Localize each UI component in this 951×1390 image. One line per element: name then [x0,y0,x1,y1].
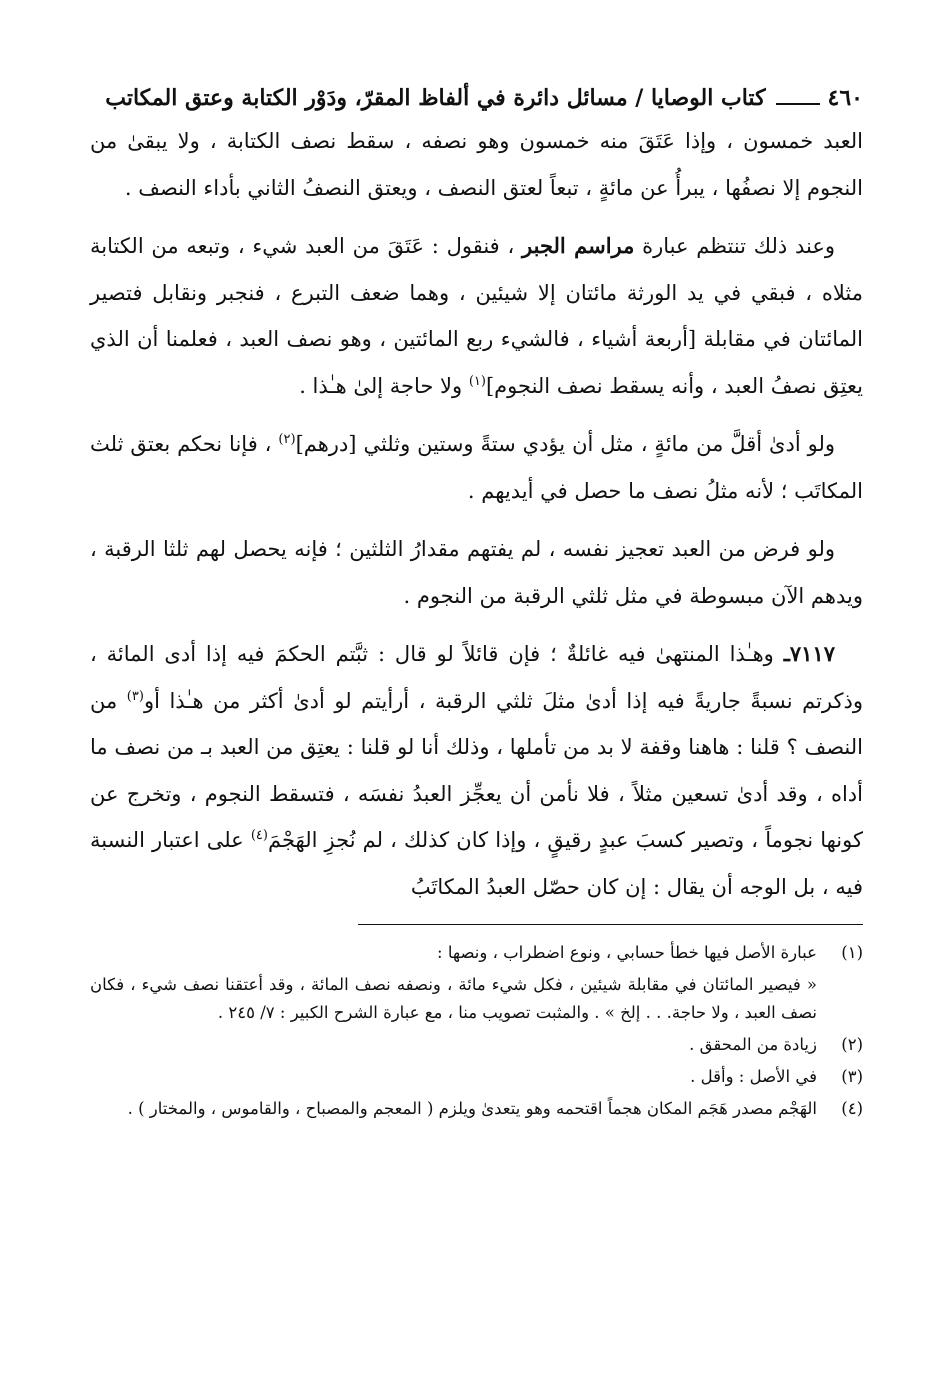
p2-text-b: ، فنقول : عَتَقَ من العبد شيء ، وتبعه من الكتابة مثلاه ، فبقي في يد الورثة مائتان إلا شيئين ، وهما ضعف التبرع ، فنجبر ونقابل فتصير المائتان في مقابلة [أربعة أشياء ، فالشيء ربع المائتين ، وهو نصف العبد ، فعلمنا أن الذي يعتِق نصفُ العبد ، وأنه يسقط نصف النجوم] [90,234,863,398]
footnote-separator [358,924,863,925]
p5-text-c: على اعتبار النسبة فيه ، بل الوجه أن يقال : إن كان حصّل العبدُ المكاتَبُ [90,828,863,899]
paragraph-4: ولو فرض من العبد تعجيز نفسه ، لم يفتهم مقدارُ الثلثين ؛ فإنه يحصل لهم ثلثا الرقبة ، ويدهم الآن مبسوطة في مثل ثلثي الرقبة من النجوم . [90,537,863,608]
p3-text-b: ، فإنا نحكم بعتق ثلث المكاتَب ؛ لأنه مثلُ نصف ما حصل في أيديهم . [90,432,863,503]
footnote-4-number: (٤) [841,1099,863,1118]
footnote-3-number: (٣) [841,1067,863,1086]
paragraph-3 [90,421,863,514]
footnote-2-number: (٢) [841,1035,863,1054]
footnote-1-number: (١) [841,943,863,962]
footnote-ref-3: (٣) [126,688,144,704]
footnote-2 [90,1031,863,1059]
footnotes [90,939,863,1123]
header-dash [776,103,820,105]
main-text [90,118,863,910]
p3-text-a: ولو أدىٰ أقلَّ من مائةٍ ، مثل أن يؤدي ستةً وستين وثلثي [درهم] [295,432,835,456]
paragraph-1: العبد خمسون ، وإذا عَتَقَ منه خمسون وهو نصفه ، سقط نصف الكتابة ، ولا يبقىٰ من النجوم إلا نصفُها ، يبرأُ عن مائةٍ ، تبعاً لعتق النصف ، ويعتق النصفُ الثاني بأداء النصف . [90,129,863,200]
footnote-3 [90,1063,863,1091]
section-number: ٧١١٧ـ [783,641,835,666]
p5-text-a: وهـٰذا المنتهىٰ فيه غائلةٌ ؛ فإن قائلاً لو قال : ثبَّتم الحكمَ فيه إذا أدى المائة ، وذكرتم نسبةً جاريةً فيه إذا أدىٰ مثلَ ثلثي الرقبة ، أرأيتم لو أدىٰ أكثر من هـٰذا أو [90,642,863,713]
footnote-ref-1: (١) [468,373,486,389]
footnote-1-quote: « فيصير المائتان في مقابلة شيئين ، فكل شيء مائة ، ونصفه نصف المائة ، وقد أعتقنا نصف شيء ، فكان نصف العبد ، ولا حاجة. . . إلخ » . والمثبت تصويب منا ، مع عبارة الشرح الكبير : ٧/ ٢٤٥ . [90,975,817,1022]
running-header [90,78,863,118]
footnote-2-text: زيادة من المحقق . [689,1035,817,1054]
footnote-ref-4: (٤) [250,828,268,843]
footnote-1 [90,939,863,967]
p2-text-a: وعند ذلك تنتظم عبارة [634,234,836,258]
footnote-1-text: عبارة الأصل فيها خطأ حسابي ، ونوع اضطراب ، ونصها : [437,943,817,962]
footnote-3-text: في الأصل : وأقل . [690,1067,817,1086]
p2-text-c: ولا حاجة إلىٰ هـٰذا . [299,373,469,398]
page-number: ٤٦٠ [827,85,863,111]
header-title: كتاب الوصايا / مسائل دائرة في ألفاظ المقرّ، ودَوْر الكتابة وعتق المكاتب [105,85,766,111]
p2-bold-term: مراسم الجبر [522,233,635,258]
paragraph-2 [90,223,863,409]
footnote-ref-2: (٢) [278,432,296,447]
p5-text-b: من النصف ؟ قلنا : هاهنا وقفة لا بد من تأملها ، وذلك أنا لو قلنا : يعتِق من العبد بـ من نصف ما أداه ، وقد أدىٰ تسعين مثلاً ، فلا نأمن أن يعجِّز العبدُ نفسَه ، فتسقط النجوم ، وتخرج عن كونها نجوماً ، وتصير كسبَ عبدٍ رقيقٍ ، وإذا كان كذلك ، لم نُجزِ الهَجْمَ [90,688,863,852]
paragraph-5 [90,631,863,910]
footnote-4-text: الهَجْم مصدر هَجَم المكان هجماً اقتحمه وهو يتعدىٰ ويلزم ( المعجم والمصباح ، والقاموس ، والمختار ) . [127,1099,817,1118]
footnote-4 [90,1095,863,1123]
